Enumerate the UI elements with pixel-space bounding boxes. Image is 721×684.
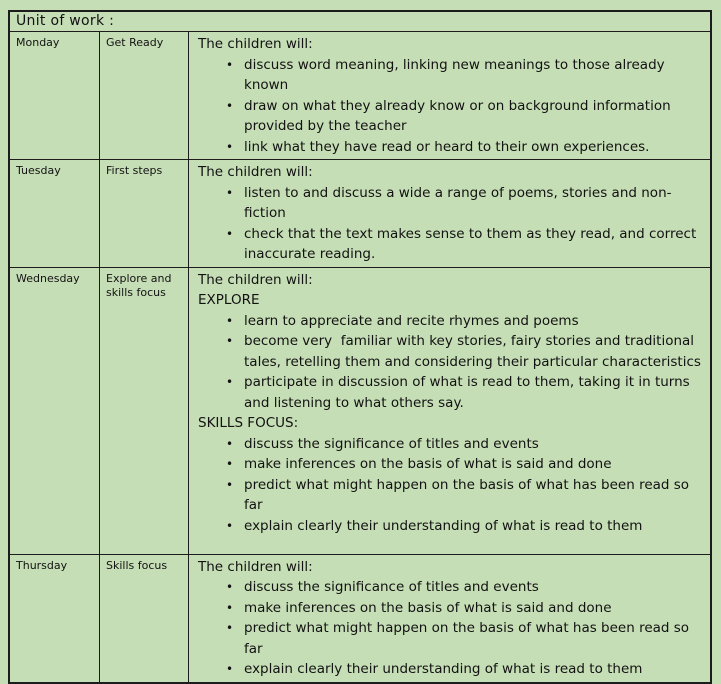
- bullet-icon: •: [226, 457, 234, 471]
- bullet-icon: •: [226, 518, 234, 533]
- bullet-icon: •: [226, 139, 234, 154]
- bullet-item: [198, 659, 702, 680]
- bullet-icon: •: [226, 621, 234, 635]
- bullet-icon: •: [226, 185, 234, 200]
- bullet-icon: •: [226, 662, 234, 676]
- content-cell: [188, 32, 710, 159]
- bullet-text: become very familiar with key stories, fairy stories and traditional tales, retelling them and considering their particular characteristics: [244, 333, 701, 370]
- table-row: [10, 267, 710, 554]
- bullet-icon: •: [226, 226, 234, 241]
- table-title: Unit of work :: [16, 13, 115, 29]
- bullet-item: [198, 137, 702, 158]
- activity-cell: Get Ready: [99, 32, 188, 159]
- bullet-item: [198, 224, 702, 265]
- table-row: [10, 554, 710, 682]
- bullet-icon: •: [226, 57, 234, 72]
- content-cell: [188, 555, 710, 682]
- day-cell: Thursday: [16, 558, 68, 572]
- bullet-icon: •: [226, 477, 234, 492]
- bullet-icon: •: [226, 436, 234, 451]
- content-line: EXPLORE: [198, 292, 260, 308]
- bullet-item: [198, 434, 702, 455]
- bullet-item: [198, 516, 702, 537]
- bullet-text: predict what might happen on the basis of what has been read so far: [244, 620, 694, 657]
- content-line: The children will:: [198, 36, 313, 52]
- day-cell: Tuesday: [16, 164, 61, 177]
- bullet-text: explain clearly their understanding of what is read to them: [244, 661, 643, 677]
- bullet-text: make inferences on the basis of what is said and done: [244, 599, 612, 616]
- bullet-item: [198, 454, 702, 475]
- activity-cell: Skills focus: [99, 555, 188, 682]
- bullet-item: [198, 331, 702, 372]
- content-line: The children will:: [198, 164, 313, 180]
- bullet-text: check that the text makes sense to them as they read, and correct inaccurate reading.: [244, 225, 701, 262]
- bullet-text: discuss the significance of titles and events: [244, 435, 539, 452]
- day-cell: Wednesday: [16, 271, 80, 285]
- activity-cell: Explore and skills focus: [99, 268, 188, 554]
- bullet-text: predict what might happen on the basis of what has been read so far: [244, 476, 694, 513]
- content-line: SKILLS FOCUS:: [198, 415, 299, 431]
- table-row: [10, 159, 710, 267]
- bullet-icon: •: [226, 98, 234, 113]
- day-cell: Monday: [16, 36, 60, 49]
- bullet-text: discuss the significance of titles and events: [244, 579, 539, 595]
- bullet-item: [198, 598, 702, 619]
- bullet-item: [198, 618, 702, 659]
- content-cell: [188, 160, 710, 267]
- table-row: [10, 31, 710, 159]
- bullet-text: link what they have read or heard to their own experiences.: [244, 138, 650, 155]
- bullet-icon: •: [226, 375, 234, 389]
- bullet-text: draw on what they already know or on background information provided by the teacher: [244, 97, 675, 134]
- bullet-item: [198, 183, 702, 224]
- unit-of-work-table: [8, 10, 712, 684]
- bullet-item: [198, 96, 702, 137]
- bullet-item: [198, 475, 702, 516]
- bullet-text: make inferences on the basis of what is said and done: [244, 456, 612, 472]
- content-line: The children will:: [198, 558, 313, 575]
- bullet-text: participate in discussion of what is read to them, taking it in turns and listening to what others say.: [244, 374, 694, 411]
- bullet-item: [198, 372, 702, 413]
- bullet-item: [198, 311, 702, 332]
- bullet-icon: •: [226, 580, 234, 594]
- bullet-item: [198, 55, 702, 96]
- activity-cell: First steps: [99, 160, 188, 267]
- content-cell: [188, 268, 710, 554]
- table-rows: [10, 31, 710, 682]
- bullet-text: discuss word meaning, linking new meanings to those already known: [244, 56, 669, 93]
- bullet-icon: •: [226, 334, 234, 348]
- bullet-icon: •: [226, 313, 234, 328]
- bullet-text: listen to and discuss a wide a range of poems, stories and non-fiction: [244, 184, 672, 221]
- bullet-item: [198, 577, 702, 598]
- bullet-text: explain clearly their understanding of what is read to them: [244, 517, 643, 534]
- content-line: The children will:: [198, 271, 313, 288]
- bullet-icon: •: [226, 600, 234, 615]
- bullet-text: learn to appreciate and recite rhymes and poems: [244, 312, 579, 329]
